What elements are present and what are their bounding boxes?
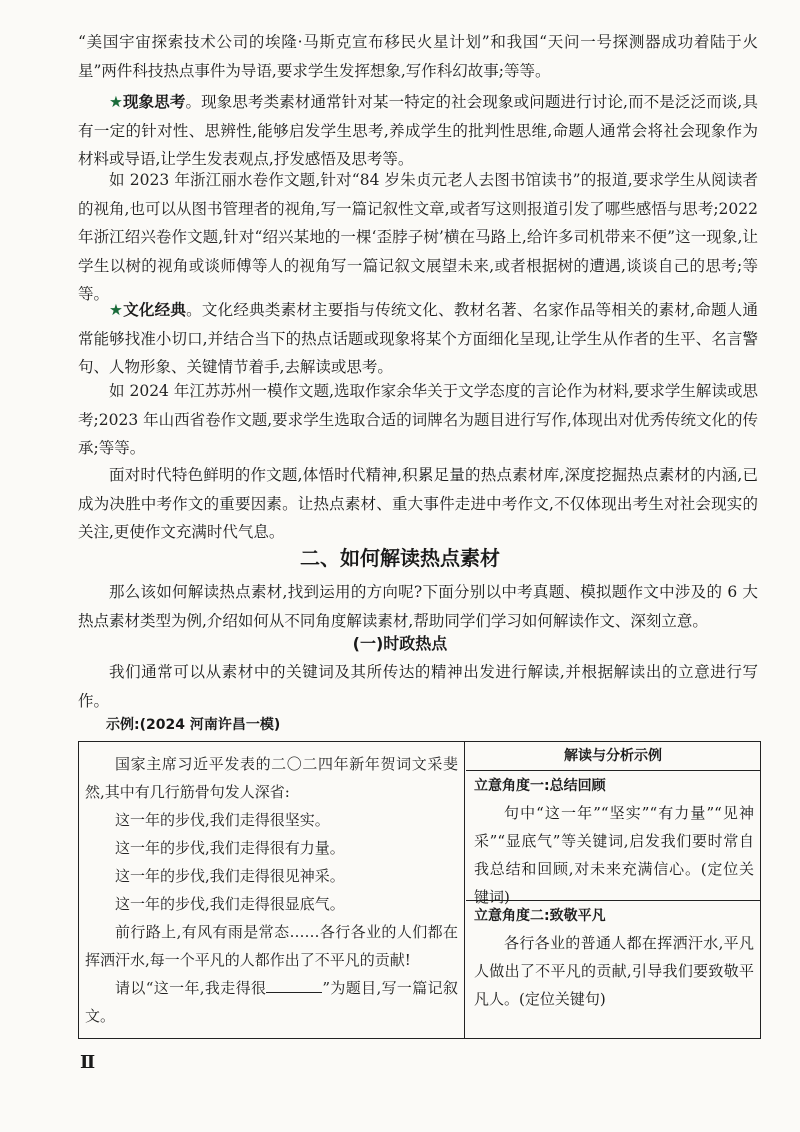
example-label: 示例:(2024 河南许昌一模) [106, 717, 281, 733]
subsection-heading: (一)时政热点 [352, 634, 448, 653]
angle-two-text: 各行各业的普通人都在挥洒汗水,平凡人做出了不平凡的贡献,引导我们要致敬平凡人。(定位关键句) [474, 934, 754, 1008]
prompt-cell [79, 742, 465, 1038]
analysis-header: 解读与分析示例 [466, 742, 760, 771]
cultural-classic-example: 如 2024 年江苏苏州一模作文题,选取作家余华关于文学态度的言论作为材料,要求学生解读或思考;2023 年山西省卷作文题,要求学生选取合适的词牌名为题目进行写作,体现出对优秀传统文化的传承;等等。 [78, 382, 758, 457]
prompt-intro: 国家主席习近平发表的二〇二四年新年贺词文采斐然,其中有几行筋骨句发人深省: [85, 755, 458, 801]
cultural-classic-paragraph [78, 296, 758, 382]
angle-one-title: 立意角度一:总结回顾 [474, 778, 606, 794]
cultural-classic-body: 。文化经典类素材主要指与传统文化、教材名著、名家作品等相关的素材,命题人通常能够找准小切口,并结合当下的热点话题或现象将某个方面细化呈现,让学生从作者的生平、名言警句、人物形象、关键情节着手,去解读或思考。 [78, 301, 758, 376]
subsection-paragraph: 我们通常可以从素材中的关键词及其所传达的精神出发进行解读,并根据解读出的立意进行写作。 [78, 663, 758, 710]
social-phenomenon-paragraph [78, 88, 758, 174]
prompt-task-end: ”为题目,写一篇记叙文。 [85, 979, 459, 1025]
prompt-line: 这一年的步伐,我们走得很坚实。 [115, 811, 330, 829]
angle-two [466, 900, 760, 1013]
prompt-task-start: 请以“这一年,我走得很 [115, 979, 267, 997]
social-phenomenon-title: 现象思考 [123, 93, 186, 111]
page-number: Ⅱ [80, 1052, 96, 1073]
star-icon: ★ [109, 301, 124, 319]
prompt-line: 这一年的步伐,我们走得很有力量。 [115, 839, 345, 857]
example-table [78, 741, 761, 1039]
star-icon: ★ [109, 93, 124, 111]
cultural-classic-title: 文化经典 [123, 301, 187, 319]
title-blank [266, 978, 322, 993]
social-phenomenon-example: 如 2023 年浙江丽水卷作文题,针对“84 岁朱贞元老人去图书馆读书”的报道,要求学生从阅读者的视角,也可以从图书管理者的视角,写一篇记叙性文章,或者写这则报道引发了哪些感悟与思考;2022 年浙江绍兴卷作文题,针对“绍兴某地的一棵‘歪脖子树’横在马路上,给许多司机带来不便”这一现象,让学生以树的视角或谈师傅等人的视角写一篇记叙文展望未来,或者根据树的遭遇,谈谈自己的思考;等等。 [78, 171, 758, 303]
analysis-cell [466, 742, 760, 1038]
intro-paragraph: “美国宇宙探索技术公司的埃隆·马斯克宣布移民火星计划”和我国“天问一号探测器成功着陆于火星”两件科技热点事件为导语,要求学生发挥想象,写作科幻故事;等等。 [78, 33, 758, 80]
section-intro-paragraph: 那么该如何解读热点素材,找到运用的方向呢?下面分别以中考真题、模拟题作文中涉及的 6 大热点素材类型为例,介绍如何从不同角度解读素材,帮助同学们学习如何解读作文、深刻立意。 [78, 583, 758, 630]
angle-one-text: 句中“这一年”“坚实”“有力量”“见神采”“显底气”等关键词,启发我们要时常自我总结和回顾,对未来充满信心。(定位关键词) [474, 804, 754, 906]
prompt-line: 这一年的步伐,我们走得很显底气。 [115, 895, 345, 913]
prompt-line: 这一年的步伐,我们走得很见神采。 [115, 867, 345, 885]
summary-paragraph: 面对时代特色鲜明的作文题,体悟时代精神,积累足量的热点素材库,深度挖掘热点素材的内涵,已成为决胜中考作文的重要因素。让热点素材、重大事件走进中考作文,不仅体现出考生对社会现实的关注,更使作文充满时代气息。 [78, 466, 758, 541]
angle-one [466, 771, 760, 906]
social-phenomenon-body: 。现象思考类素材通常针对某一特定的社会现象或问题进行讨论,而不是泛泛而谈,具有一定的针对性、思辨性,能够启发学生思考,养成学生的批判性思维,命题人通常会将社会现象作为材料或导语,让学生发表观点,抒发感悟及思考等。 [78, 93, 758, 168]
prompt-closing: 前行路上,有风有雨是常态……各行各业的人们都在挥洒汗水,每一个平凡的人都作出了不平凡的贡献! [85, 923, 458, 969]
angle-two-title: 立意角度二:致敬平凡 [474, 908, 606, 924]
section-heading: 二、如何解读热点素材 [300, 546, 500, 570]
prompt-task [85, 974, 458, 1030]
